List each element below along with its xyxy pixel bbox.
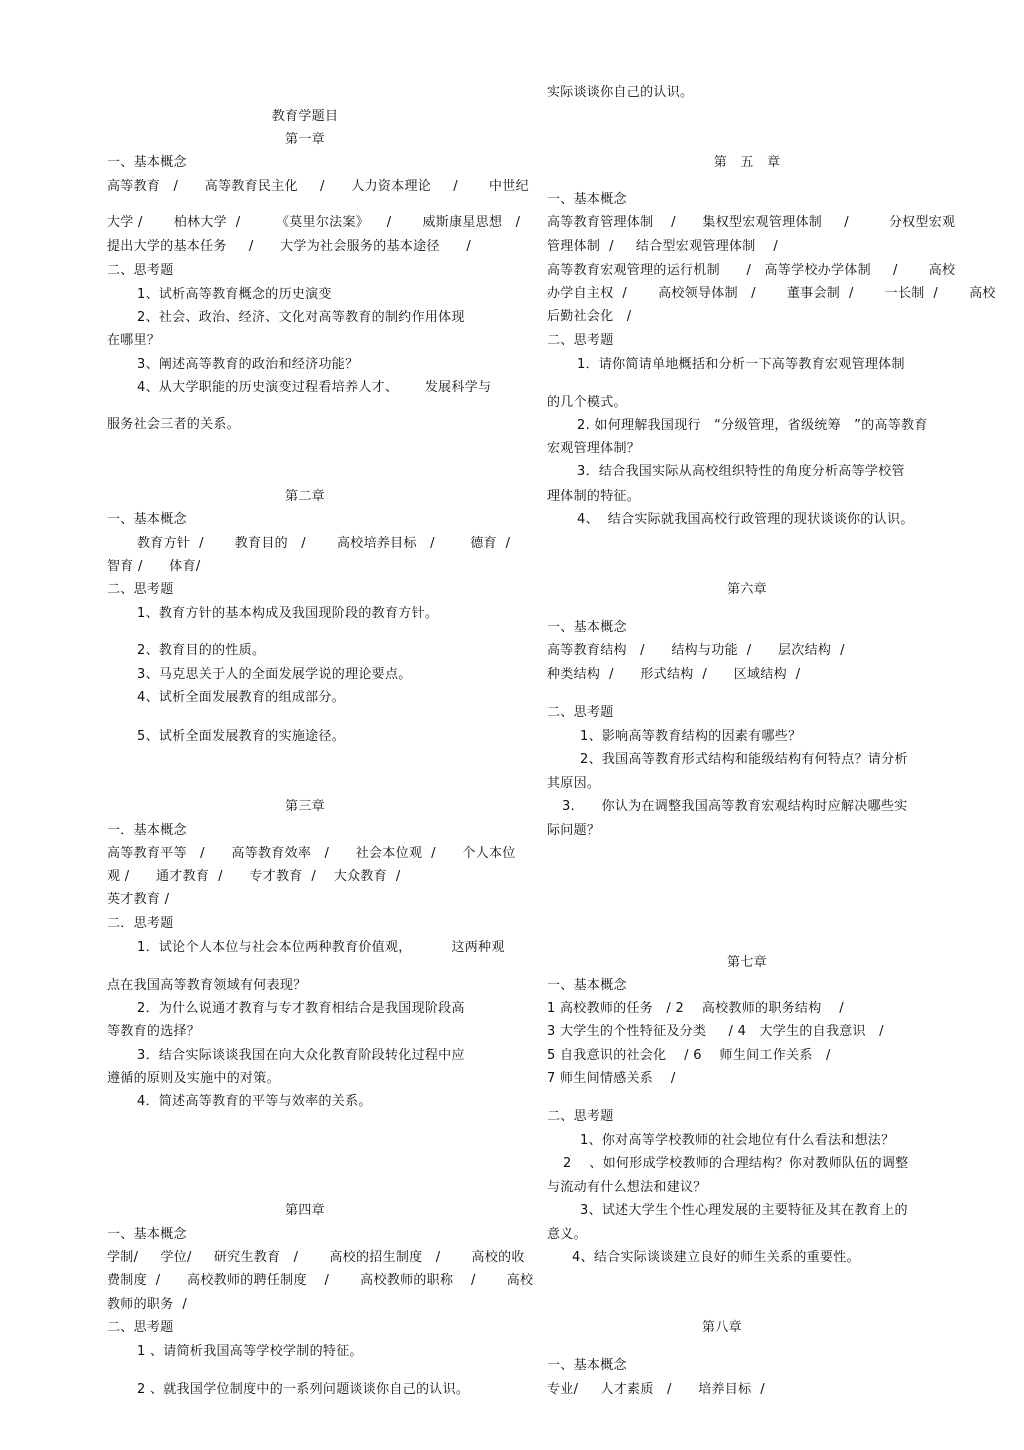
ch7-question: 3、试述大学生个性心理发展的主要特征及其在教育上的 <box>580 1203 908 1218</box>
ch2-question: 4、试析全面发展教育的组成部分。 <box>137 690 346 705</box>
ch3-question-cont: 点在我国高等教育领域有何表现？ <box>107 978 307 993</box>
ch7-concepts-line: 3 大学生的个性特征及分类 / 4 大学生的自我意识 / <box>547 1024 884 1039</box>
ch6-question: 3. 你认为在调整我国高等教育宏观结构时应解决哪些实 <box>562 799 908 814</box>
chapter-5-title: 第 五 章 <box>713 155 781 170</box>
ch3-question: 2．为什么说通才教育与专才教育相结合是我国现阶段高 <box>137 1001 465 1016</box>
continued-text: 实际谈谈你自己的认识。 <box>547 85 694 100</box>
ch5-question: 1．请你简请单地概括和分析一下高等教育宏观管理体制 <box>577 357 905 372</box>
ch5-question: 4、 结合实际就我国高校行政管理的现状谈谈你的认识。 <box>577 512 914 527</box>
ch2-question: 3、马克思关于人的全面发展学说的理论要点。 <box>137 667 412 682</box>
ch3-concepts-heading: 一．基本概念 <box>107 823 187 838</box>
ch7-concepts-heading: 一、基本概念 <box>547 978 627 993</box>
ch4-questions-heading: 二、思考题 <box>107 1320 174 1335</box>
ch7-concepts-line: 1 高校教师的任务 / 2 高校教师的职务结构 / <box>547 1001 844 1016</box>
ch7-question-cont: 与流动有什么想法和建议？ <box>547 1180 707 1195</box>
chapter-1-title: 第一章 <box>285 132 325 147</box>
ch2-concepts-line: 教育方针 / 教育目的 / 高校培养目标 / 德育 / <box>137 536 511 551</box>
ch7-concepts-line: 5 自我意识的社会化 / 6 师生间工作关系 / <box>547 1048 831 1063</box>
ch3-questions-heading: 二．思考题 <box>107 916 174 931</box>
ch3-concepts-line: 高等教育平等 / 高等教育效率 / 社会本位观 / 个人本位 <box>107 846 516 861</box>
ch3-question: 3．结合实际谈谈我国在向大众化教育阶段转化过程中应 <box>137 1048 465 1063</box>
ch1-question: 4、从大学职能的历史演变过程看培养人才、 发展科学与 <box>137 380 492 395</box>
ch5-concepts-line: 高等教育宏观管理的运行机制 / 高等学校办学体制 / 高校 <box>547 263 956 278</box>
ch4-concepts-line: 学制/ 学位/ 研究生教育 / 高校的招生制度 / 高校的收 <box>107 1250 525 1265</box>
ch3-concepts-line: 观 / 通才教育 / 专才教育 / 大众教育 / <box>107 869 401 884</box>
ch2-question: 2、教育目的的性质。 <box>137 643 266 658</box>
ch5-question: 2. 如何理解我国现行 “分级管理，省级统筹 ”的高等教育 <box>577 418 928 433</box>
ch1-concepts-line: 大学 / 柏林大学 / 《莫里尔法案》 / 威斯康星思想 / <box>107 215 521 230</box>
chapter-3-title: 第三章 <box>285 799 325 814</box>
ch4-concepts-heading: 一、基本概念 <box>107 1227 187 1242</box>
ch8-concepts-heading: 一、基本概念 <box>547 1358 627 1373</box>
ch5-concepts-line: 管理体制 / 结合型宏观管理体制 / <box>547 239 779 254</box>
chapter-7-title: 第七章 <box>727 955 767 970</box>
ch4-question: 1 、请简析我国高等学校学制的特征。 <box>137 1344 363 1359</box>
ch3-question-cont: 等教育的选择？ <box>107 1024 201 1039</box>
ch4-question: 2 、就我国学位制度中的一系列问题谈谈你自己的认识。 <box>137 1382 470 1397</box>
ch3-question-cont: 遵循的原则及实施中的对策。 <box>107 1071 280 1086</box>
ch2-question: 1、教育方针的基本构成及我国现阶段的教育方针。 <box>137 606 439 621</box>
ch5-question-cont: 宏观管理体制？ <box>547 441 641 456</box>
ch2-questions-heading: 二、思考题 <box>107 582 174 597</box>
ch1-question: 1、试析高等教育概念的历史演变 <box>137 287 332 302</box>
ch3-question: 1．试论个人本位与社会本位两种教育价值观， 这两种观 <box>137 940 505 955</box>
ch7-concepts-line: 7 师生间情感关系 / <box>547 1071 676 1086</box>
ch5-question-cont: 的几个模式。 <box>547 395 627 410</box>
ch6-questions-heading: 二、思考题 <box>547 705 614 720</box>
ch5-question: 3．结合我国实际从高校组织特性的角度分析高等学校管 <box>577 464 905 479</box>
ch6-question: 1、影响高等教育结构的因素有哪些？ <box>580 729 802 744</box>
ch5-concepts-line: 高等教育管理体制 / 集权型宏观管理体制 / 分权型宏观 <box>547 215 956 230</box>
ch1-question-cont: 服务社会三者的关系。 <box>107 417 241 432</box>
ch2-concepts-line: 智育 / 体育/ <box>107 559 201 574</box>
ch6-concepts-heading: 一、基本概念 <box>547 620 627 635</box>
ch1-concepts-line: 高等教育 / 高等教育民主化 / 人力资本理论 / 中世纪 <box>107 179 529 194</box>
ch5-concepts-line: 后勤社会化 / <box>547 309 632 324</box>
ch1-questions-heading: 二、思考题 <box>107 263 174 278</box>
ch1-question: 2、社会、政治、经济、文化对高等教育的制约作用体现 <box>137 310 465 325</box>
ch2-question: 5、试析全面发展教育的实施途径。 <box>137 729 346 744</box>
ch5-question-cont: 理体制的特征。 <box>547 489 641 504</box>
chapter-2-title: 第二章 <box>285 489 325 504</box>
ch4-concepts-line: 教师的职务 / <box>107 1297 188 1312</box>
chapter-8-title: 第八章 <box>702 1320 742 1335</box>
ch4-concepts-line: 费制度 / 高校教师的聘任制度 / 高校教师的职称 / 高校 <box>107 1273 534 1288</box>
ch7-question: 2 、如何形成学校教师的合理结构？你对教师队伍的调整 <box>563 1156 909 1171</box>
ch1-question: 3、阐述高等教育的政治和经济功能？ <box>137 357 359 372</box>
ch6-question-cont: 其原因。 <box>547 776 601 791</box>
ch5-concepts-heading: 一、基本概念 <box>547 192 627 207</box>
ch3-concepts-line: 英才教育 / <box>107 892 170 907</box>
ch2-concepts-heading: 一、基本概念 <box>107 512 187 527</box>
ch6-concepts-line: 高等教育结构 / 结构与功能 / 层次结构 / <box>547 643 845 658</box>
ch3-question: 4．简述高等教育的平等与效率的关系。 <box>137 1094 372 1109</box>
ch1-concepts-line: 提出大学的基本任务 / 大学为社会服务的基本途径 / <box>107 239 472 254</box>
ch5-questions-heading: 二、思考题 <box>547 333 614 348</box>
ch7-questions-heading: 二、思考题 <box>547 1109 614 1124</box>
ch1-question-cont: 在哪里？ <box>107 333 161 348</box>
ch7-question: 4、结合实际谈谈建立良好的师生关系的重要性。 <box>572 1250 860 1265</box>
document-title: 教育学题目 <box>271 109 339 124</box>
ch6-question: 2、我国高等教育形式结构和能级结构有何特点？请分析 <box>580 752 908 767</box>
ch5-concepts-line: 办学自主权 / 高校领导体制 / 董事会制 / 一长制 / 高校 <box>547 286 996 301</box>
ch7-question-cont: 意义。 <box>547 1227 587 1242</box>
ch8-concepts-line: 专业/ 人才素质 / 培养目标 / <box>547 1382 765 1397</box>
ch6-question-cont: 际问题？ <box>547 823 601 838</box>
ch1-concepts-heading: 一、基本概念 <box>107 155 187 170</box>
chapter-6-title: 第六章 <box>727 582 767 597</box>
ch7-question: 1、你对高等学校教师的社会地位有什么看法和想法？ <box>580 1133 895 1148</box>
chapter-4-title: 第四章 <box>285 1203 325 1218</box>
ch6-concepts-line: 种类结构 / 形式结构 / 区域结构 / <box>547 667 801 682</box>
